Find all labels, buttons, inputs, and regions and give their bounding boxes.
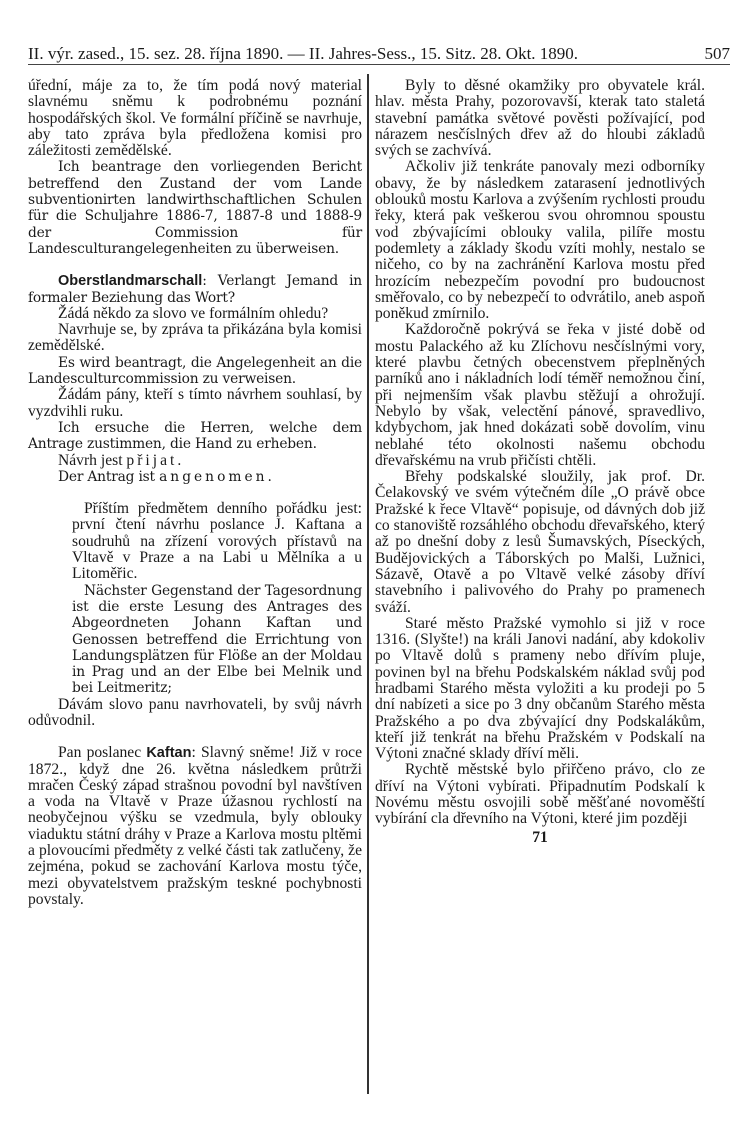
sheet-number: 71 <box>532 828 548 846</box>
paragraph: úřední, máje za to, že tím podá nový material slavnému sněmu k podrobnému poznání hospodářských škol. Ve formální příčině se navrhuje, aby tato zpráva byla předložena komisi pro záležitosti zemědělské. <box>28 77 362 160</box>
paragraph-german: Es wird beantragt, die Angelegenheit an die Landesculturcommission zu verweisen. <box>28 354 362 388</box>
page-number: 507 <box>704 44 730 63</box>
agenda-item: Příštím předmětem denního pořádku jest: první čtení návrhu poslance J. Kaftana a soudruhů na zřízení vorových přístavů na Vltavě v Praze a na Labi u Mělníka a u Litoměřic. <box>72 500 362 583</box>
paragraph: Každoročně pokrývá se řeka v jisté době od mostu Palackého až ku Zlíchovu nesčíslnými vory, které plavbu četných obecenstvem přeplněných parníků ano i nákladních lodí téměř nemožnou činí, při nejmenším však plavbu stěžují a ohrožují. Nebylo by však, velectění pánové, spravedlivo, kdybychom, jak hned dokázati sobě dovolím, vinu neblahé této okolnosti našemu obchodu dřevařskému na vrub přičísti chtěli. <box>375 321 705 469</box>
speech <box>28 745 362 908</box>
speech-text: : Slavný sněme! Již v roce 1872., když dne 26. května následkem průtrži mračen Český západ strašnou povodní byl navštíven a voda na Vltavě v Praze úžasnou rychlostí na neobyčejnou výšku se vzedmula, byly oblouky viaduktu státní dráhy v Praze a Karlova mostu pltěmi a plovoucími předměty z velké části tak zatlučeny, že zejména, pokud se zachování Karlova mostu týče, mezi obyvatelstvem pražským teskné pochybnosti povstaly. <box>28 744 363 908</box>
paragraph: Žádám pány, kteří s tímto návrhem souhlasí, by vyzdvihli ruku. <box>28 386 362 420</box>
paragraph: Byly to děsné okamžiky pro obyvatele král. hlav. města Prahy, pozorovavší, kterak tato staletá stavební památka světové pověsti požívající, pod nárazem nesčíslných dřev až do hloubi základů svých se zachvívá. <box>375 77 705 160</box>
speech-text: : Verlangt Jemand in formaler Beziehung das Wort? <box>28 273 362 306</box>
agenda-item-german: Nächster Gegenstand der Tagesordnung ist die erste Lesung des Antrages des Abgeordneten Johann Kaftan und Genossen betreffend die Errichtung von Landungsplätzen für Flöße an der Moldau in Prag und an der Elbe bei Melnik und bei Leitmeritz; <box>72 582 362 697</box>
paragraph-german: Ich beantrage den vorliegenden Bericht betreffend den Zustand der vom Lande subventionirten landwirthschaftlichen Schulen für die Schuljahre 1886-7, 1887-8 und 1888-9 der Commission für Landesculturangelegenheiten zu überweisen. <box>28 159 362 257</box>
result-emphasis: přijat <box>126 451 178 469</box>
paragraph: Břehy podskalské sloužily, jak prof. Dr. Čelakovský ve svém výtečném díle „O právě obce Pražské k řece Vltavě“ popisuje, od dávných dob již co stanoviště rozsáhlého obchodu dřevařského, který až po dnešní doby z lesů Šumavských, Píseckých, Budějovických a Táborských po Malši, Lužnici, Sázavě, Otavě a po Vltavě velké zásoby dříví stavebního i palivového do Prahy po pramenech sváží. <box>375 468 705 616</box>
paragraph: Dávám slovo panu navrhovateli, by svůj návrh odůvodnil. <box>28 695 362 729</box>
speech <box>28 273 362 306</box>
paragraph: Rychtě městské bylo přiřčeno právo, clo ze dříví na Výtoni vybírati. Připadnutím Podskalí k Novému městu osvojili sobě měšťané novoměští vybírání cla dřevního na Výtoni, které jim později <box>375 761 705 828</box>
paragraph-german: Ich ersuche die Herren, welche dem Antrage zustimmen, die Hand zu erheben. <box>28 419 362 453</box>
column-divider <box>367 74 369 1094</box>
paragraph: Staré město Pražské vymohlo si již v roce 1316. (Slyšte!) na králi Janovi nadání, aby kdokoliv po Vltavě dolů s prameny nebo dřívím pluje, povinen byl na břehu Podskalském náklad svůj pod hradbami Starého města vyložiti a ku prodeji po 5 dní nabízeti a sice po 3 dny občanům Starého města Pražského a po dva zbývající dny Podskalákům, kteří již tenkrát na břehu Pražském v Podskalí na Výtoni značné sklady dříví měli. <box>375 614 705 763</box>
paragraph: Ačkoliv již tenkráte panovaly mezi odborníky obavy, že by následkem zatarasení jednotlivých oblouků mostu Karlova a zvýšením rychlosti proudu řeky, která pak veškerou svou ohromnou spoustu vod zbývajícími oblouky valila, pilíře mostu podemlety a základy škodu vzíti mohly, nestalo se ničeho, co by na zachránění Karlova mostu před hrozícím nebezpečím povodní pro budoucnost směřovalo, co by nebezpečí to odvrátilo, aneb aspoň poněkud zmírnilo. <box>375 158 705 323</box>
paragraph: Žádá někdo za slovo ve formálním ohledu? <box>58 304 329 322</box>
left-column <box>28 78 362 908</box>
result-emphasis: angenomen <box>159 468 268 485</box>
speaker-prefix: Pan poslanec <box>58 744 147 762</box>
running-header <box>28 40 730 65</box>
right-column <box>375 78 705 846</box>
speaker-name: Kaftan <box>146 745 192 762</box>
speaker-name: Oberstlandmarschall <box>58 273 203 290</box>
header-title: II. výr. zased., 15. sez. 28. října 1890. — II. Jahres-Sess., 15. Sitz. 28. Okt. 1890. <box>28 44 579 63</box>
result-text: Návrh jest <box>58 451 127 469</box>
result-text: Der Antrag ist <box>58 468 160 485</box>
paragraph: Navrhuje se, by zpráva ta přikázána byla komisi zemědělské. <box>28 321 362 355</box>
result-line-german: Der Antrag ist angenomen. <box>58 468 272 485</box>
result-line: Návrh jest přijat. <box>58 451 182 469</box>
